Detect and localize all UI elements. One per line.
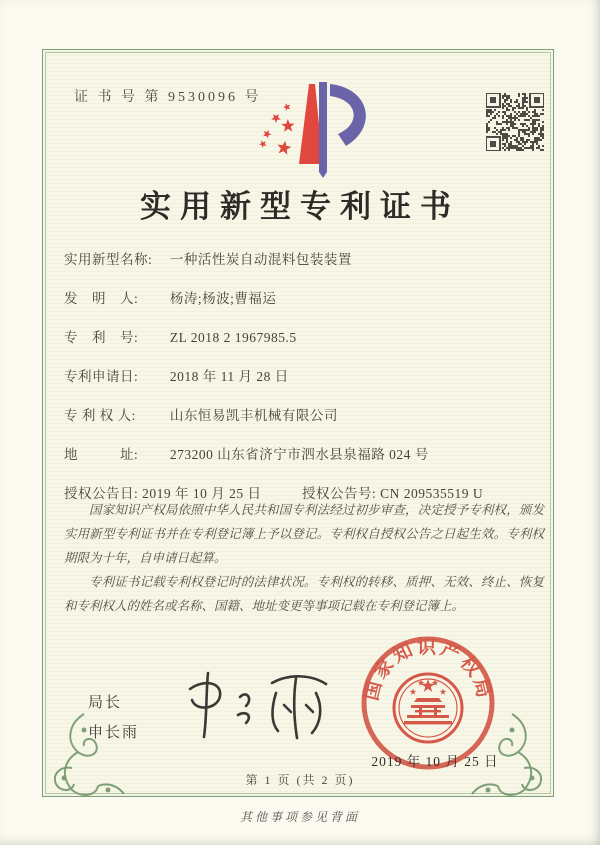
field-label: 专 利 号: [64,330,139,345]
field-utility-model-name [64,250,544,289]
field-label: 专利申请日: [64,369,139,384]
page-number: 第 1 页 (共 2 页) [245,773,355,787]
field-value: 273200 山东省济宁市泗水县泉福路 024 号 [169,447,429,462]
cnipa-logo-icon [247,76,381,184]
signer-title: 局长 [88,695,123,711]
legal-paragraphs [64,498,544,618]
field-inventors [64,289,544,328]
signer-name: 申长雨 [88,725,140,741]
field-address [64,445,544,484]
svg-text:国家知识产权局 [360,635,495,703]
field-value: ZL 2018 2 1967985.5 [169,330,297,345]
field-value: 山东恒易凯丰机械有限公司 [169,408,338,423]
legal-paragraph-2: 专利证书记载专利权登记时的法律状况。专利权的转移、质押、无效、终止、恢复和专利权人的姓名或名称、国籍、地址变更等事项记载在专利登记簿上。 [64,575,544,613]
field-value: 杨涛;杨波;曹福运 [169,291,277,306]
director-signature [178,665,343,750]
field-label: 地 址: [64,447,139,462]
field-patent-number [64,328,544,367]
qr-code [486,93,544,151]
field-label: 授权公告日: [64,486,139,501]
field-value: 2018 年 11 月 28 日 [169,369,289,384]
seal-date: 2019 年 10 月 25 日 [371,754,499,769]
field-label: 发 明 人: [64,291,139,306]
field-label: 专 利 权 人: [64,408,136,423]
field-label: 授权公告号: [302,486,377,501]
certificate-fields [64,250,544,514]
certificate-number: 证 书 号 第 9530096 号 [74,90,262,105]
logo-stars [259,103,295,155]
legal-paragraph-1: 国家知识产权局依照中华人民共和国专利法经过初步审查，决定授予专利权，颁发实用新型专利证书并在专利登记簿上予以登记。专利权自授权公告之日起生效。专利权期限为十年，自申请日起算。 [64,503,544,565]
field-value: CN 209535519 U [380,486,484,501]
field-patentee [64,406,544,445]
reverse-side-note: 其他事项参见背面 [239,810,360,824]
field-value: 2019 年 10 月 25 日 [142,486,262,501]
field-value: 一种活性炭自动混料包装装置 [169,252,352,267]
field-label: 实用新型名称: [64,252,153,267]
national-emblem-icon [394,674,462,742]
seal-agency-text: 国家知识产权局 [361,637,495,703]
field-filing-date [64,367,544,406]
certificate-title: 实用新型专利证书 [140,189,460,224]
